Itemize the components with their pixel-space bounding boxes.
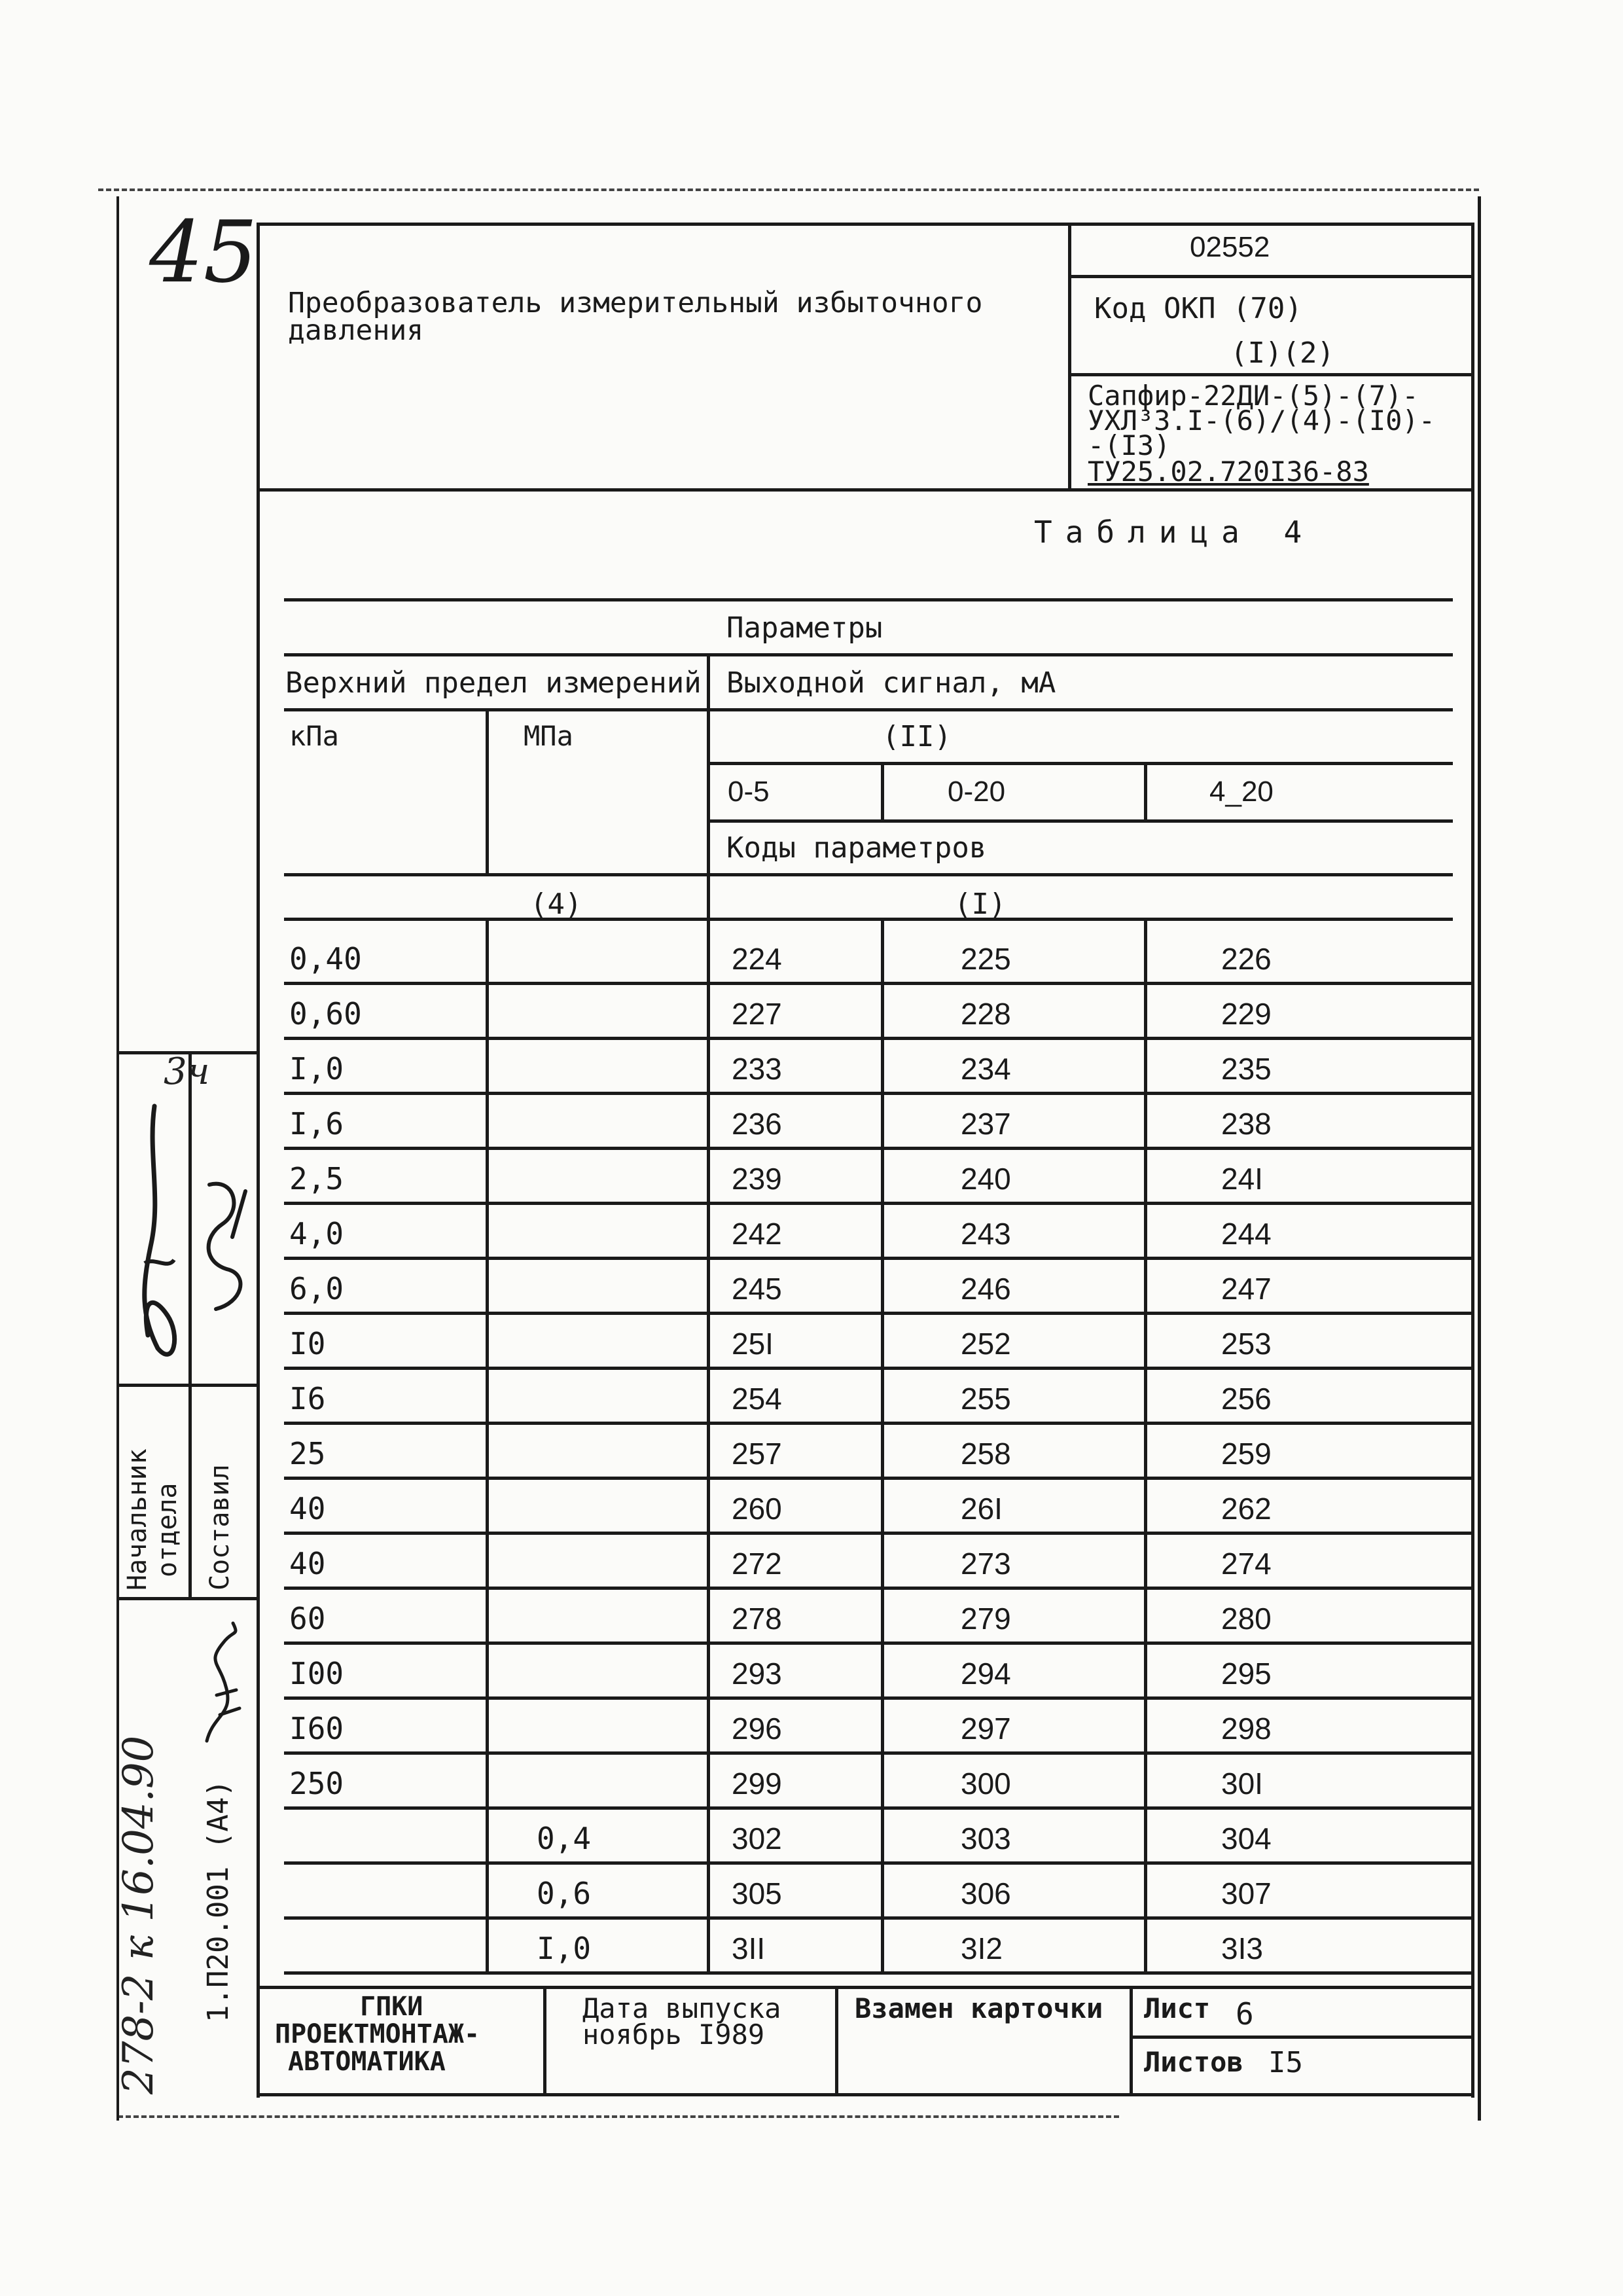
row-rule [284,1477,1471,1480]
table-cell-c1: 305 [732,1876,782,1910]
author-label: Составил [205,1464,235,1590]
table-cell-c3: 226 [1221,942,1272,976]
table-cell-c2: 234 [961,1052,1011,1086]
replaces-card-label: Взамен карточки [855,1992,1103,2024]
product-title-line2: давления [288,314,424,347]
table-cell-kpa: I00 [289,1656,344,1691]
table-cell-kpa: 0,40 [289,941,362,977]
table-cell-c2: 3I2 [961,1931,1003,1965]
signal-code: (II) [882,720,952,753]
signal-range-4-20: 4_20 [1209,776,1274,808]
row-rule [284,1971,1471,1975]
table-cell-kpa: 6,0 [289,1271,344,1306]
column-divider [881,918,884,1973]
row-rule [284,1806,1471,1810]
table-cell-c3: 30I [1221,1767,1263,1801]
table-cell-c1: 299 [732,1767,782,1801]
row-rule [284,1312,1471,1315]
header-okp-line [1068,373,1474,376]
table-cell-c3: 253 [1221,1327,1272,1361]
table-cell-c1: 239 [732,1162,782,1196]
table-cell-kpa: 40 [289,1491,326,1526]
row-rule [284,1422,1471,1425]
table-cell-c2: 255 [961,1382,1011,1416]
header-col-divider-kpa [486,711,489,876]
table-cell-c3: 259 [1221,1437,1272,1471]
handwritten-mark: 3ч [164,1050,210,1093]
footer-divider-1 [543,1986,546,2093]
table-cell-c3: 307 [1221,1876,1272,1910]
footer-divider-3 [1130,1986,1133,2093]
table-cell-kpa: 0,60 [289,996,362,1031]
header-bottom-line [257,488,1474,492]
product-title-line1: Преобразователь измерительный избыточного [288,287,983,319]
department-head-label-2: отдела [152,1482,183,1577]
table-cell-c3: 280 [1221,1602,1272,1636]
table-cell-c1: 236 [732,1107,782,1141]
signal-code-rule [707,762,1453,765]
stamp-lower-rule [118,1597,257,1600]
table-cell-kpa: 250 [289,1766,344,1801]
table-cell-c1: 272 [732,1547,782,1581]
table-cell-c3: 262 [1221,1492,1272,1526]
table-cell-mpa: 0,4 [537,1821,592,1856]
table-cell-kpa: I60 [289,1711,344,1746]
table-cell-c3: 244 [1221,1217,1272,1251]
table-cell-kpa: I,6 [289,1106,344,1141]
table-cell-c2: 252 [961,1327,1011,1361]
table-cell-c2: 243 [961,1217,1011,1251]
table-cell-c1: 242 [732,1217,782,1251]
unit-kpa: кПа [289,720,339,752]
table-cell-c2: 228 [961,997,1011,1031]
code-row-rule [284,918,1453,921]
row-rule [284,1147,1471,1150]
page-number: 45 [149,202,258,302]
column-divider [707,918,710,1973]
table-cell-c2: 26I [961,1492,1003,1526]
sheets-label: Листов [1144,2046,1243,2078]
row-rule [284,1696,1471,1700]
table-cell-c2: 246 [961,1272,1011,1306]
table-cell-c3: 247 [1221,1272,1272,1306]
table-cell-c3: 3I3 [1221,1931,1263,1965]
output-signal-header: Выходной сигнал, мА [726,666,1056,700]
table-cell-c2: 240 [961,1162,1011,1196]
org-line-1: ГПКИ [360,1992,423,2022]
issue-date-label: Дата выпуска [582,1992,781,2024]
table-cell-c2: 294 [961,1657,1011,1691]
row-rule [284,1751,1471,1755]
table-caption: Таблица 4 [1034,514,1315,550]
table-cell-c2: 306 [961,1876,1011,1910]
codes-header: Коды параметров [726,831,987,865]
table-cell-c2: 258 [961,1437,1011,1471]
table-cell-c3: 256 [1221,1382,1272,1416]
designation-line-4: ТУ25.02.720I36-83 [1088,456,1369,488]
table-cell-c1: 257 [732,1437,782,1471]
department-head-label-1: Начальник [122,1448,152,1590]
signature-department-head [128,1100,187,1374]
footer-top-rule [257,1986,1474,1989]
stamp-middle-rule [118,1384,257,1387]
designation-line-3: -(I3) [1088,429,1171,461]
table-cell-c1: 302 [732,1821,782,1856]
codes-header-rule [284,873,1453,876]
table-cell-c3: 295 [1221,1657,1272,1691]
designation-line-1: Сапфир-22ДИ-(5)-(7)- [1088,380,1419,412]
table-cell-kpa: I6 [289,1381,326,1416]
bottom-scan-line [118,2115,1119,2118]
table-cell-c1: 3II [732,1931,766,1965]
group-header: Параметры [726,611,883,645]
table-cell-c3: 238 [1221,1107,1272,1141]
limit-code: (4) [530,888,582,921]
table-cell-c3: 304 [1221,1821,1272,1856]
header-divider [1068,226,1071,491]
row-rule [284,1861,1471,1865]
row-rule [284,1641,1471,1645]
table-cell-kpa: 40 [289,1546,326,1581]
table-cell-kpa: I,0 [289,1051,344,1086]
table-cell-mpa: 0,6 [537,1876,592,1911]
row-rule [284,1092,1471,1095]
signal-range-0-20: 0-20 [948,776,1006,808]
table-cell-kpa: 25 [289,1436,326,1471]
code-number: 02552 [1190,231,1270,263]
table-cell-c2: 237 [961,1107,1011,1141]
sheets-value: I5 [1268,2046,1303,2079]
unit-mpa: МПа [524,720,573,752]
okp-sub-codes: (I)(2) [1230,336,1334,370]
table-cell-kpa: I0 [289,1326,326,1361]
signal-range-rule [707,819,1453,823]
table-cell-c1: 245 [732,1272,782,1306]
table-cell-c2: 300 [961,1767,1011,1801]
stamp-column-divider [188,1051,192,1597]
table-cell-c2: 279 [961,1602,1011,1636]
table-cell-c3: 235 [1221,1052,1272,1086]
table-cell-c2: 273 [961,1547,1011,1581]
footer-sheet-rule [1130,2036,1474,2039]
column-divider [1144,918,1147,1973]
table-cell-c2: 297 [961,1712,1011,1746]
signal-range-divider-2 [1144,764,1147,819]
table-cell-c3: 274 [1221,1547,1272,1581]
signature-registrar [194,1617,253,1748]
table-cell-c2: 303 [961,1821,1011,1856]
table-cell-c1: 227 [732,997,782,1031]
table-cell-c3: 24I [1221,1162,1263,1196]
upper-limit-header: Верхний предел измерений [285,666,702,700]
signature-author [196,1172,255,1322]
table-cell-kpa: 2,5 [289,1161,344,1196]
table-cell-c1: 260 [732,1492,782,1526]
table-cell-c1: 278 [732,1602,782,1636]
codes-code: (I) [954,888,1007,921]
row-rule [284,1367,1471,1370]
row-rule [284,1202,1471,1205]
column-divider [486,918,489,1973]
row-rule [284,1916,1471,1920]
row-rule [284,1257,1471,1260]
signal-range-0-5: 0-5 [728,776,770,808]
table-cell-c3: 229 [1221,997,1272,1031]
table-cell-mpa: I,0 [537,1931,592,1966]
row-rule [284,982,1471,985]
table-cell-c1: 293 [732,1657,782,1691]
right-scan-line [1478,196,1481,2121]
row-rule [284,1037,1471,1040]
footer-bottom-rule [257,2093,1474,2096]
subheader-rule [284,708,1453,711]
table-cell-kpa: 4,0 [289,1216,344,1251]
org-line-3: АВТОМАТИКА [288,2047,446,2077]
table-cell-c1: 296 [732,1712,782,1746]
card-top-border [257,223,1474,226]
org-line-2: ПРОЕКТМОНТАЖ- [275,2019,480,2049]
table-cell-c2: 225 [961,942,1011,976]
handwritten-registration-note: 278-2 к 16.04.90 [115,1735,163,2094]
table-cell-c3: 298 [1221,1712,1272,1746]
row-rule [284,1532,1471,1535]
group-rule [284,653,1453,656]
table-cell-c1: 233 [732,1052,782,1086]
card-right-border [1471,223,1474,2098]
sheet-value: 6 [1236,1996,1254,2032]
table-top-rule [284,598,1453,601]
table-cell-kpa: 60 [289,1601,326,1636]
document-code: 1.П20.001 (А4) [202,1780,235,2022]
sheet-label: Лист [1144,1992,1211,2024]
card-left-border [257,223,260,2098]
top-scan-line [98,188,1479,191]
designation-line-2: УХЛ³3.I-(6)/(4)-(I0)- [1088,404,1436,437]
header-code-line [1068,275,1474,278]
table-cell-c1: 254 [732,1382,782,1416]
table-cell-c1: 224 [732,942,782,976]
row-rule [284,1587,1471,1590]
header-col-divider-limit [707,656,710,918]
table-cell-c1: 25I [732,1327,774,1361]
signal-range-divider-1 [881,764,884,819]
issue-date-value: ноябрь I989 [582,2018,765,2051]
okp-label: Код ОКП (70) [1094,292,1302,325]
footer-divider-2 [835,1986,838,2093]
